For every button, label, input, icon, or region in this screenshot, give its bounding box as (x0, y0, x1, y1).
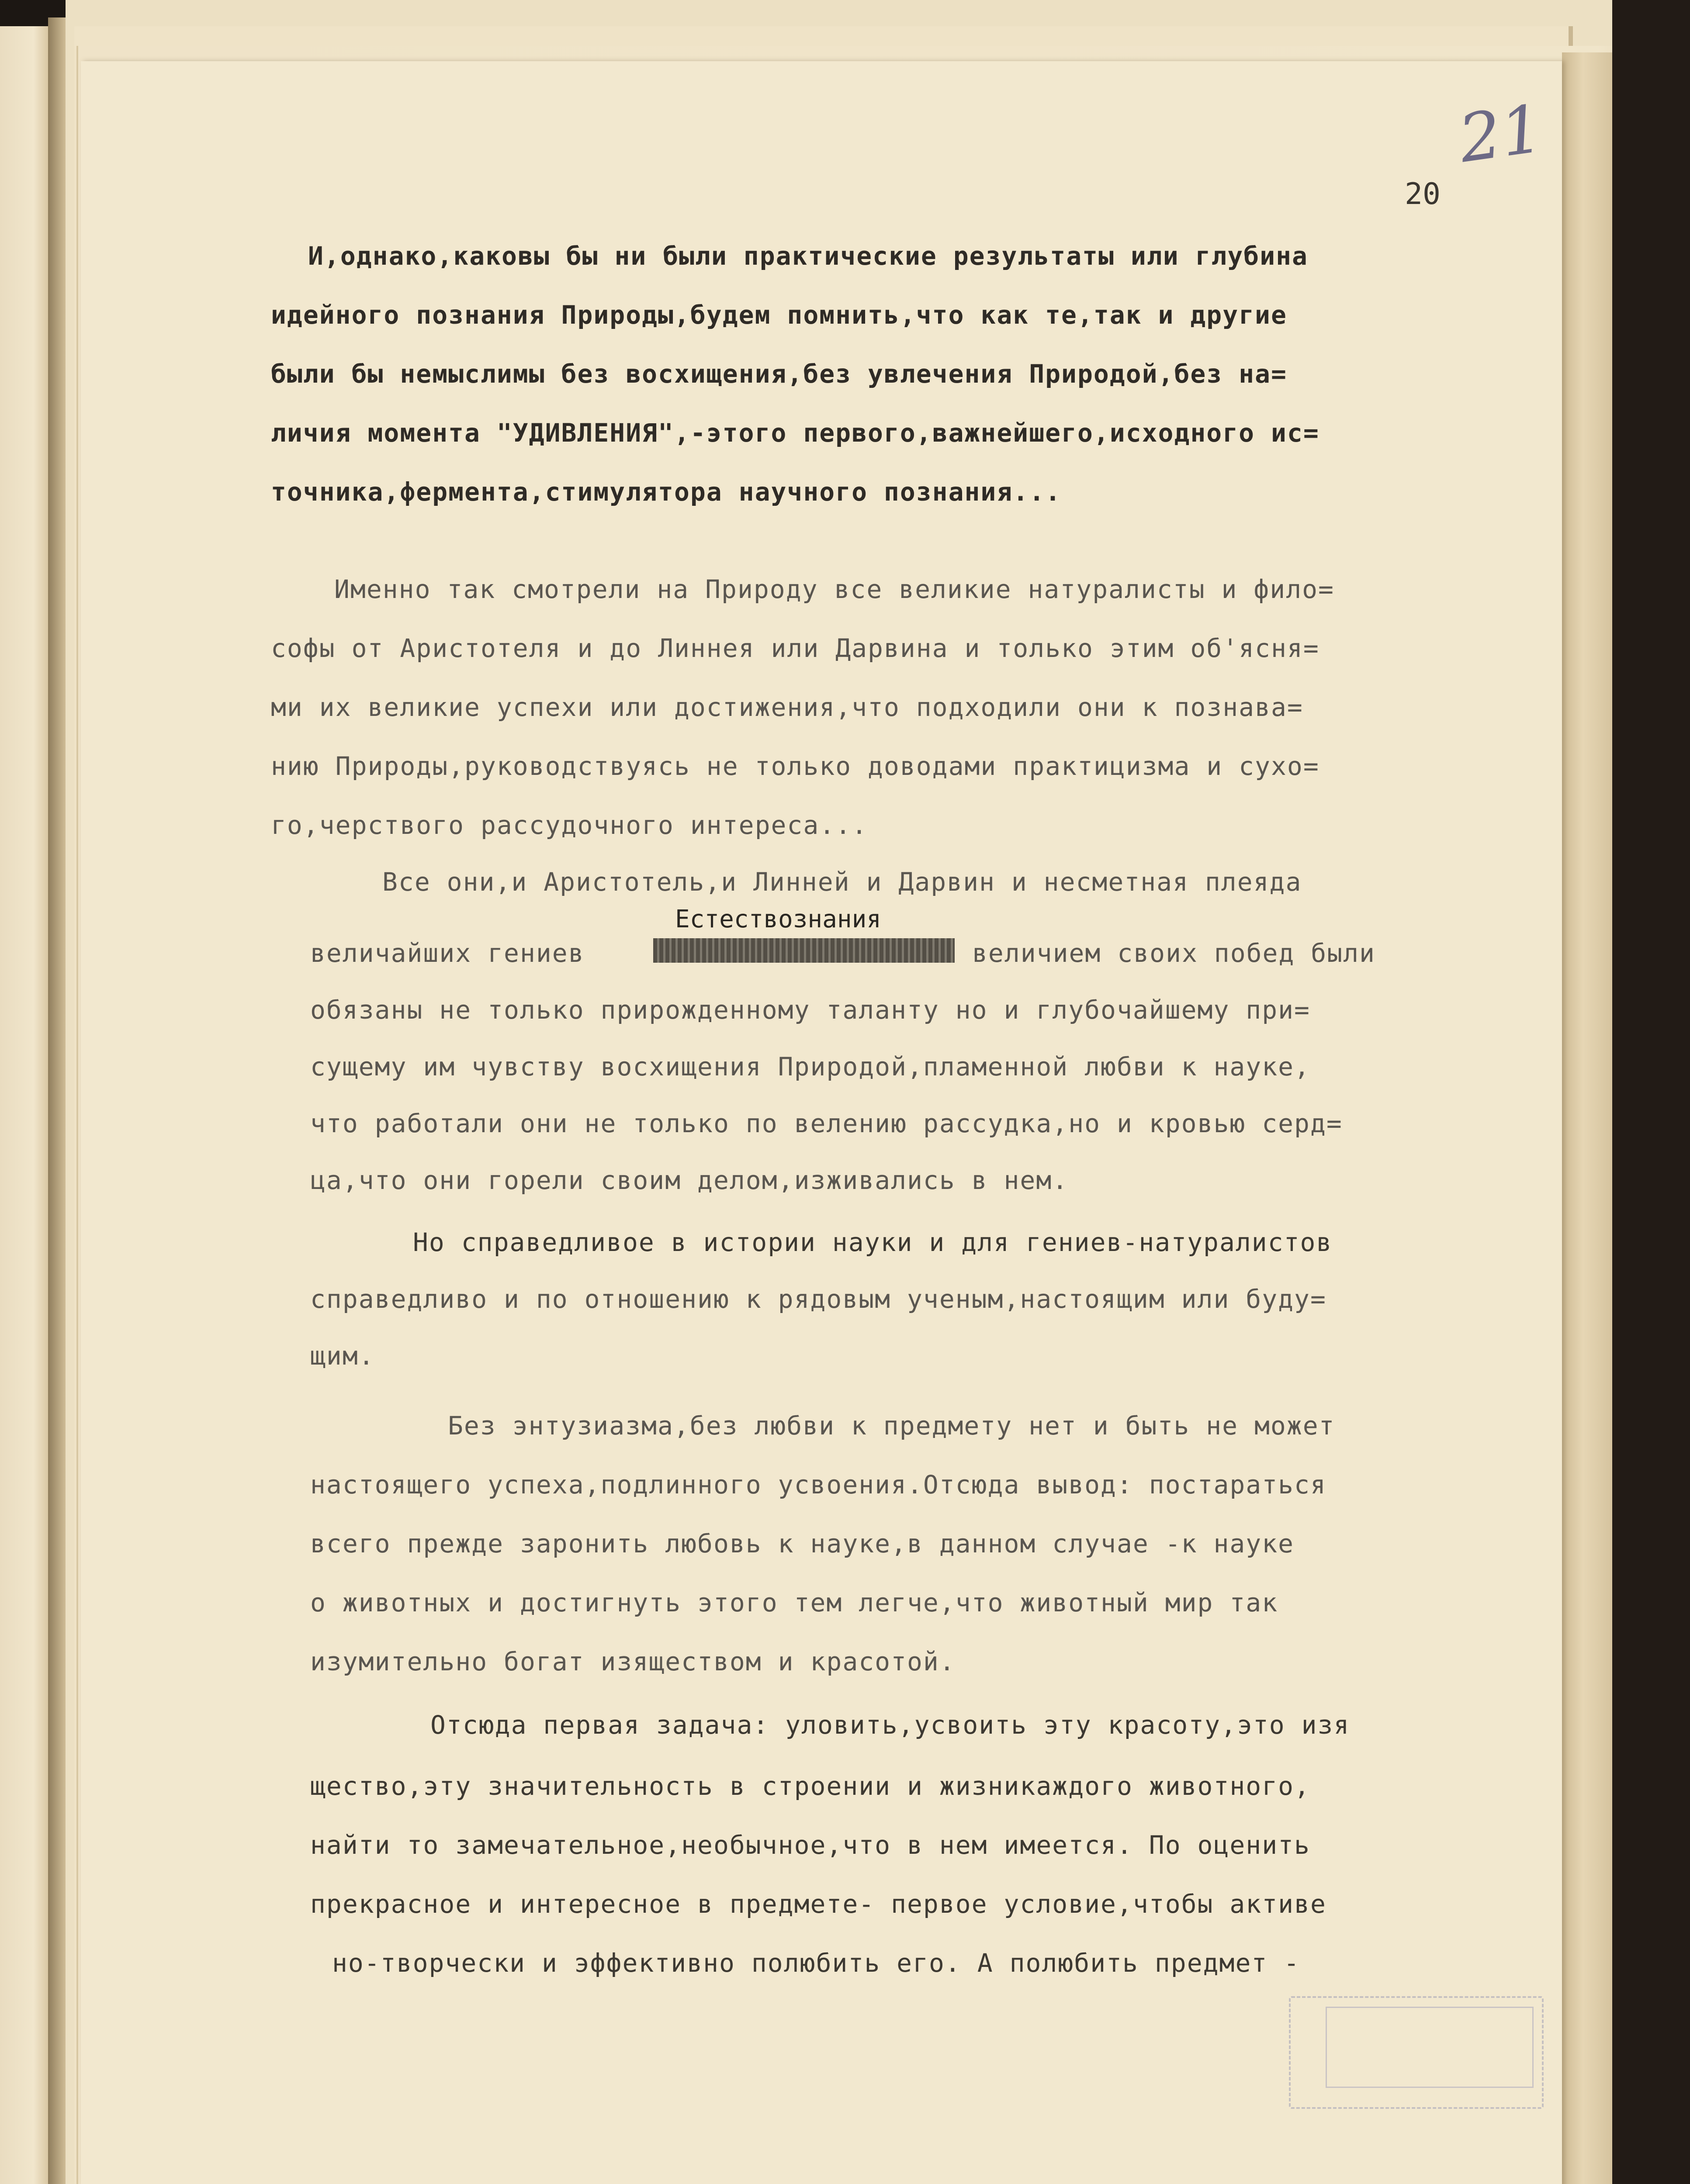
page-number: 20 (1405, 177, 1441, 211)
text-line: точника,фермента,стимулятора научного познания... (271, 477, 1062, 507)
sheet-stack-edge (1562, 52, 1614, 2184)
text-line: Отсюда первая задача: уловить,усвоить эту красоту,это изя (430, 1710, 1350, 1740)
handwritten-insertion: Естествознания (675, 905, 882, 933)
struck-out-word (653, 938, 955, 963)
text-line: Все они,и Аристотель,и Линней и Дарвин и несметная плеяда (382, 867, 1302, 897)
text-line: щество,эту значительность в строении и жизникаждого животного, (310, 1771, 1310, 1801)
text-line: о животных и достигнуть этого тем легче,что животный мир так (310, 1588, 1278, 1617)
text-line: ми их великие успехи или достижения,что подходили они к познава= (271, 692, 1303, 722)
text-line: нию Природы,руководствуясь не только доводами практицизма и сухо= (271, 751, 1319, 781)
text-line: личия момента "УДИВЛЕНИЯ",-этого первого,важнейшего,исходного ис= (271, 418, 1319, 448)
text-line: были бы немыслимы без восхищения,без увлечения Природой,без на= (271, 359, 1287, 389)
text-line: Без энтузиазма,без любви к предмету нет и быть не может (448, 1411, 1335, 1441)
text-line: настоящего успеха,подлинного усвоения.Отсюда вывод: постараться (310, 1470, 1326, 1500)
text-line: величайших гениев (310, 938, 585, 968)
left-page-edge (0, 26, 51, 2184)
text-line: что работали они не только по велению рассудка,но и кровью серд= (310, 1109, 1343, 1138)
text-line: щим. (310, 1341, 375, 1371)
text-line: величием своих побед были (972, 938, 1375, 968)
text-line: Но справедливое в истории науки и для гениев-натуралистов (413, 1227, 1333, 1257)
text-line: но-творчески и эффективно полюбить его. А полюбить предмет - (332, 1948, 1300, 1978)
text-line: справедливо и по отношению к рядовым ученым,настоящим или буду= (310, 1284, 1326, 1314)
text-line: ца,что они горели своим делом,изживались в нем. (310, 1165, 1069, 1195)
text-line: найти то замечательное,необычное,что в нем имеется. По оценить (310, 1830, 1310, 1860)
text-line: И,однако,каковы бы ни были практические результаты или глубина (308, 241, 1308, 271)
archive-stamp (1289, 1996, 1544, 2109)
text-line: изумительно богат изяществом и красотой. (310, 1647, 956, 1676)
text-line: софы от Аристотеля и до Линнея или Дарвина и только этим об'ясня= (271, 633, 1319, 663)
text-line: идейного познания Природы,будем помнить,что как те,так и другие (271, 300, 1287, 330)
text-line: Именно так смотрели на Природу все великие натуралисты и фило= (334, 574, 1334, 604)
text-line: обязаны не только прирожденному таланту но и глубочайшему при= (310, 995, 1310, 1025)
text-line: всего прежде заронить любовь к науке,в данном случае -к науке (310, 1529, 1295, 1559)
text-line: прекрасное и интересное в предмете- первое условие,чтобы активе (310, 1889, 1326, 1919)
background-edge (1612, 0, 1690, 2184)
archive-stamp-frame (1326, 2007, 1534, 2088)
text-line: го,черствого рассудочного интереса... (271, 810, 868, 840)
handwritten-folio-number: 21 (1454, 90, 1548, 178)
text-line: сущему им чувству восхищения Природой,пламенной любви к науке, (310, 1052, 1310, 1082)
